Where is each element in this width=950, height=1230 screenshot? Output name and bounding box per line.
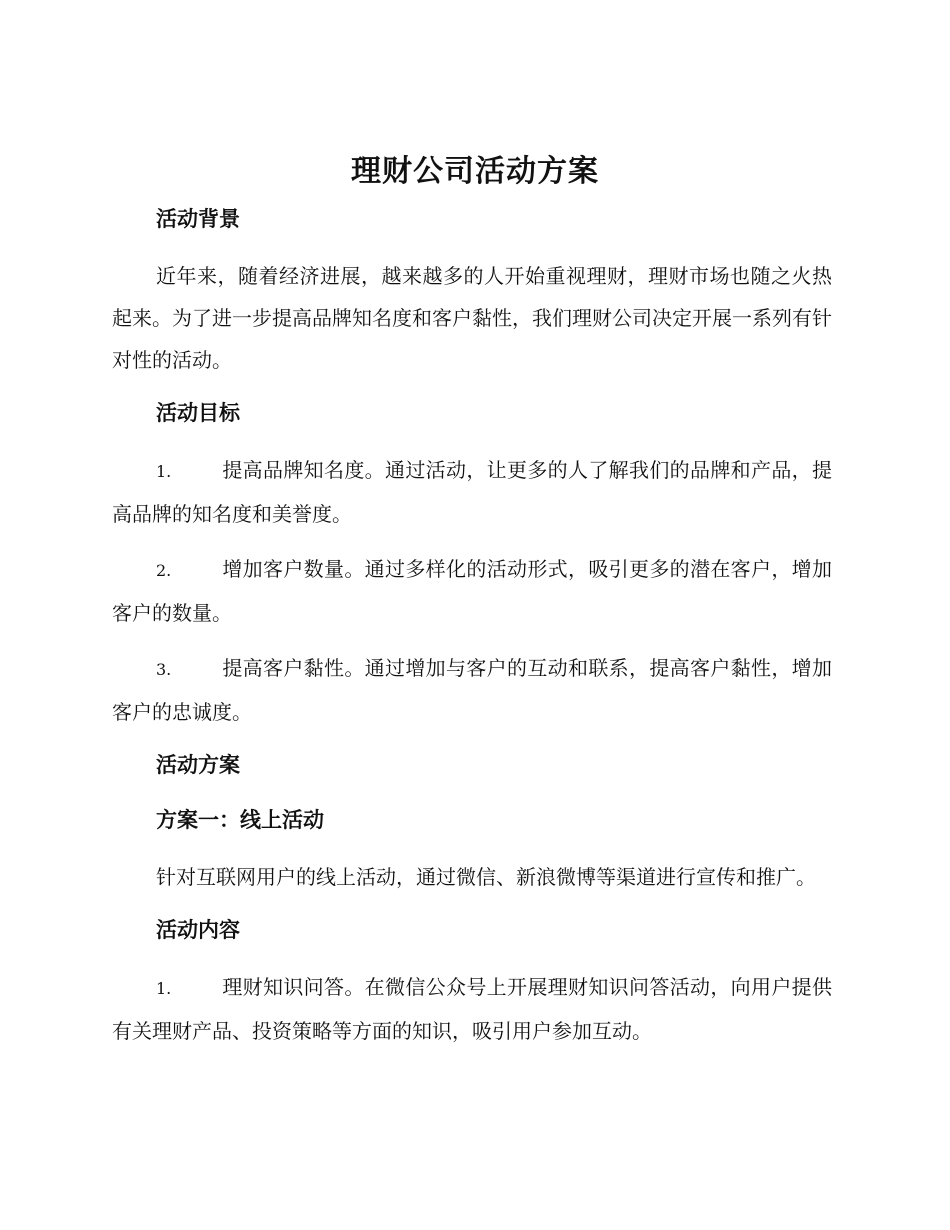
list-text: 增加客户数量。通过多样化的活动形式，吸引更多的潜在客户，增加客户的数量。 — [112, 557, 832, 625]
paragraph-background: 近年来，随着经济进展，越来越多的人开始重视理财，理财市场也随之火热起来。为了进一步提高品牌知名度和客户黏性，我们理财公司决定开展一系列有针对性的活动。 — [112, 264, 832, 372]
list-number: 1. — [156, 979, 172, 998]
list-text: 提高品牌知名度。通过活动，让更多的人了解我们的品牌和产品，提高品牌的知名度和美誉度。 — [112, 458, 832, 526]
paragraph-plan-one: 针对互联网用户的线上活动，通过微信、新浪微博等渠道进行宣传和推广。 — [156, 865, 816, 889]
document-body — [112, 200, 832, 1065]
goal-item-1 — [112, 449, 832, 535]
heading-plan-one: 方案一：线上活动 — [156, 808, 324, 832]
heading-plan: 活动方案 — [156, 753, 240, 777]
list-number: 2. — [156, 561, 172, 580]
content-item-1 — [112, 966, 832, 1052]
document-title: 理财公司活动方案 — [351, 154, 599, 189]
list-text: 提高客户黏性。通过增加与客户的互动和联系，提高客户黏性，增加客户的忠诚度。 — [112, 656, 832, 724]
list-text: 理财知识问答。在微信公众号上开展理财知识问答活动，向用户提供有关理财产品、投资策略等方面的知识，吸引用户参加互动。 — [112, 975, 832, 1043]
heading-background: 活动背景 — [156, 207, 240, 231]
goal-item-2 — [112, 548, 832, 634]
goal-item-3 — [112, 647, 832, 733]
heading-goals: 活动目标 — [156, 401, 240, 425]
list-number: 3. — [156, 660, 172, 679]
heading-content: 活动内容 — [156, 918, 240, 942]
list-number: 1. — [156, 462, 172, 481]
